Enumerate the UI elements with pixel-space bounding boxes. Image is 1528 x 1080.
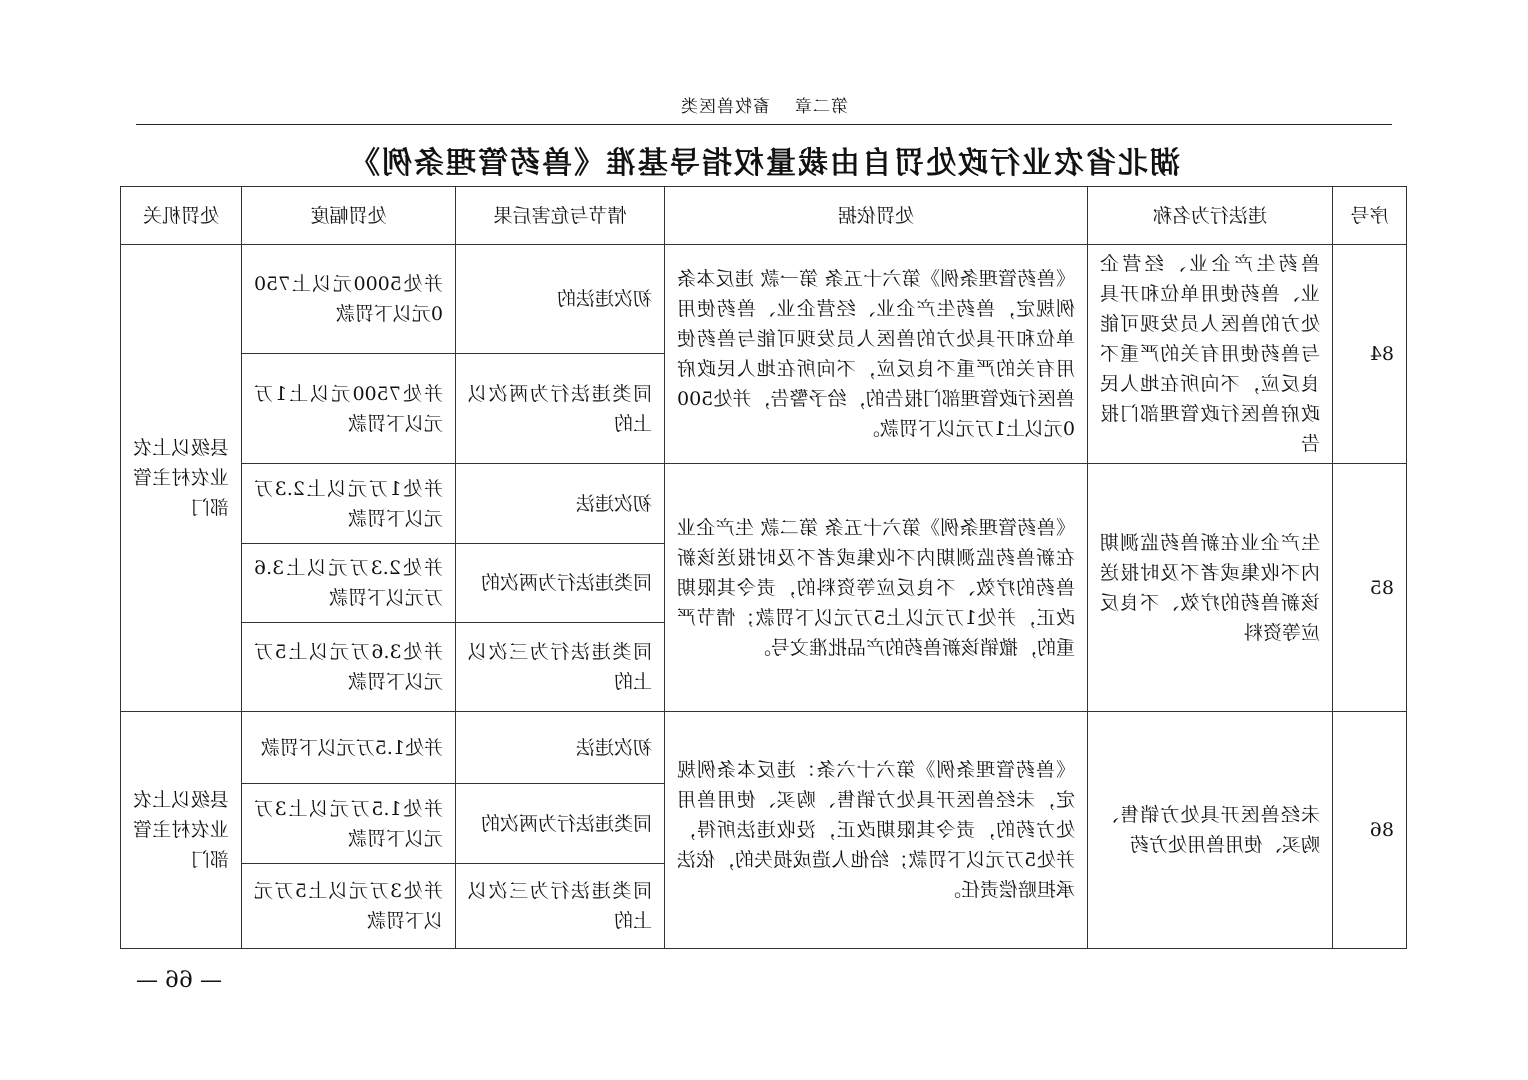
- circumstance: 初次违法: [456, 464, 665, 544]
- circumstance: 初次违法: [456, 712, 665, 784]
- page-number: — 66 —: [136, 968, 222, 993]
- penalty-basis: 《兽药管理条例》第六十五条 第一款 违反本条例规定，兽药生产企业、经营企业、兽药使用单位和开具处方的兽医人员发现可能与兽药使用有关的严重不良反应，不向所在地人民政府兽医行政管理部门报告的，给予警告，并处5000元以上1万元以下罚款。: [665, 245, 1088, 464]
- header-rule: [136, 124, 1392, 125]
- circumstance: 同类违法行为三次以上的: [456, 864, 665, 949]
- penalty-table: [120, 186, 1407, 949]
- header-penalty: 处罚幅度: [242, 187, 456, 245]
- penalty-range: 并处1.5万元以上3万元以下罚款: [242, 784, 456, 864]
- violation-name: 生产企业在新兽药监测期内不收集或者不及时报送该新兽药的疗效、不良反应等资料: [1088, 464, 1333, 712]
- penalty-basis: 《兽药管理条例》第六十五条 第二款 生产企业在新兽药监测期内不收集或者不及时报送该新兽药的疗效、不良反应等资料的，责令其限期改正，并处1万元以上5万元以下罚款；情节严重的，撤销该新兽药的产品批准文号。: [665, 464, 1088, 712]
- penalty-range: 并处2.3万元以上3.6万元以下罚款: [242, 544, 456, 623]
- circumstance: 同类违法行为两次以上的: [456, 354, 665, 464]
- chapter-label: 第二章: [794, 97, 848, 117]
- penalty-basis: 《兽药管理条例》第六十六条：违反本条例规定，未经兽医开具处方销售、购买、使用兽用处方药的，责令其限期改正，没收违法所得，并处5万元以下罚款；给他人造成损失的，依法承担赔偿责任。: [665, 712, 1088, 949]
- penalty-range: 并处1.5万元以下罚款: [242, 712, 456, 784]
- circumstance: 同类违法行为两次的: [456, 544, 665, 623]
- header-no: 序号: [1333, 187, 1407, 245]
- penalty-range: 并处3万元以上5万元以下罚款: [242, 864, 456, 949]
- row-number: 84: [1333, 245, 1407, 464]
- circumstance: 同类违法行为两次的: [456, 784, 665, 864]
- penalty-range: 并处3.6万元以上5万元以下罚款: [242, 623, 456, 712]
- category-label: 畜牧兽医类: [680, 97, 770, 117]
- table-header-row: [121, 187, 1407, 245]
- header-circumstance: 情节与危害后果: [456, 187, 665, 245]
- violation-name: 未经兽医开具处方销售、购买、使用兽用处方药: [1088, 712, 1333, 949]
- table-row: [121, 464, 1407, 544]
- penalty-range: 并处7500元以上1万元以下罚款: [242, 354, 456, 464]
- circumstance: 同类违法行为三次以上的: [456, 623, 665, 712]
- penalty-range: 并处5000元以上7500元以下罚款: [242, 245, 456, 354]
- row-number: 85: [1333, 464, 1407, 712]
- penalty-range: 并处1万元以上2.3万元以下罚款: [242, 464, 456, 544]
- document-title: 湖北省农业行政处罚自由裁量权指导基准《兽药管理条例》: [348, 146, 1180, 181]
- row-number: 86: [1333, 712, 1407, 949]
- header-authority: 处罚机关: [121, 187, 242, 245]
- table-row: [121, 245, 1407, 354]
- header-violation: 违法行为名称: [1088, 187, 1333, 245]
- table-row: [121, 712, 1407, 784]
- circumstance: 初次违法的: [456, 245, 665, 354]
- running-header: [0, 92, 1528, 117]
- violation-name: 兽药生产企业、经营企业、兽药使用单位和开具处方的兽医人员发现可能与兽药使用有关的严重不良反应，不向所在地人民政府兽医行政管理部门报告: [1088, 245, 1333, 464]
- penalty-authority: 县级以上农业农村主管部门: [121, 712, 242, 949]
- penalty-authority: 县级以上农业农村主管部门: [121, 245, 242, 712]
- header-basis: 处罚依据: [665, 187, 1088, 245]
